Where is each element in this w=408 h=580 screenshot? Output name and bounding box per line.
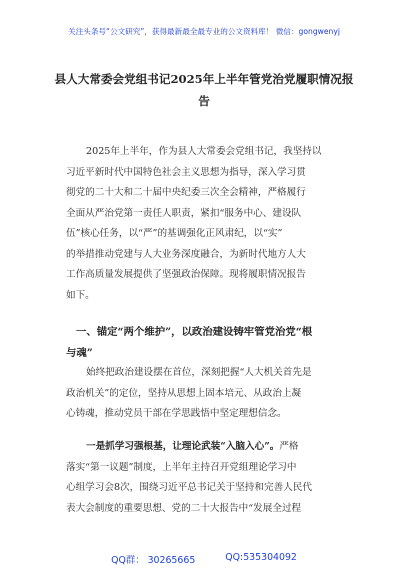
- text-line: 彻党的二十大和二十届中央纪委三次全会精神，严格履行: [66, 187, 306, 198]
- text-line: 2025年上半年，作为县人大常委会党组书记，我坚持以: [86, 146, 322, 157]
- text-line: 工作高质量发展提供了坚强政治保障。现将履职情况报告: [66, 269, 306, 280]
- text-line: 始终把政治建设摆在首位，深刻把握“人大机关首先是: [86, 367, 312, 378]
- subsection-1-lead-text: 严格: [279, 441, 299, 452]
- heading-line: 一、锚定“两个维护”，以政治建设铸牢管党治党“根: [76, 326, 313, 338]
- document-title: [52, 68, 356, 112]
- text-line: 落实“第一议题”制度，上半年主持召开党组理论学习中: [66, 461, 297, 473]
- text-line: 表大会制度的重要思想、党的二十大报告中“发展全过程: [66, 502, 302, 514]
- title-line-1: 县人大常委会党组书记2025年上半年管党治党履职情况报: [54, 72, 354, 86]
- footer-contacts: [0, 552, 408, 566]
- text-line: 心组学习会8次，围绕习近平总书记关于坚持和完善人民代: [66, 482, 312, 493]
- text-line: 全面从严治党第一责任人职责，紧扣“服务中心、建设队: [66, 207, 302, 219]
- text-line: 政治机关”的定位，坚持从思想上固本培元、从政治上凝: [66, 387, 302, 399]
- text-line: 习近平新时代中国特色社会主义思想为指导，深入学习贯: [66, 166, 306, 178]
- text-line: 心铸魂，推动党员干部在学思践悟中坚定理想信念。: [66, 408, 287, 419]
- qq-number: QQ:535304092: [225, 552, 297, 563]
- subsection-1-heading: 一是抓学习强根基，让理论武装“入脑入心”。: [86, 441, 280, 452]
- section-1-paragraph: [66, 363, 346, 425]
- text-line: 如下。: [66, 289, 95, 301]
- subsection-1-paragraph: [66, 437, 346, 519]
- heading-line: 与魂”: [66, 346, 93, 359]
- text-line: 的举措推动党建与人大业务深度融合，为新时代地方人大: [66, 248, 306, 260]
- intro-paragraph: [66, 142, 346, 306]
- title-line-2: 告: [198, 94, 210, 108]
- header-banner: 关注头条号“公文研究”，获得最新最全最专业的公文资料库！ 微信：gongwenyj: [68, 27, 340, 36]
- qq-group-number: QQ群： 30265665: [111, 555, 196, 566]
- text-line: 伍”核心任务，以“严”的基调强化正风肃纪，以“实”: [66, 228, 283, 239]
- subsection-lead-line: [66, 437, 346, 458]
- section-1-heading: [66, 322, 346, 363]
